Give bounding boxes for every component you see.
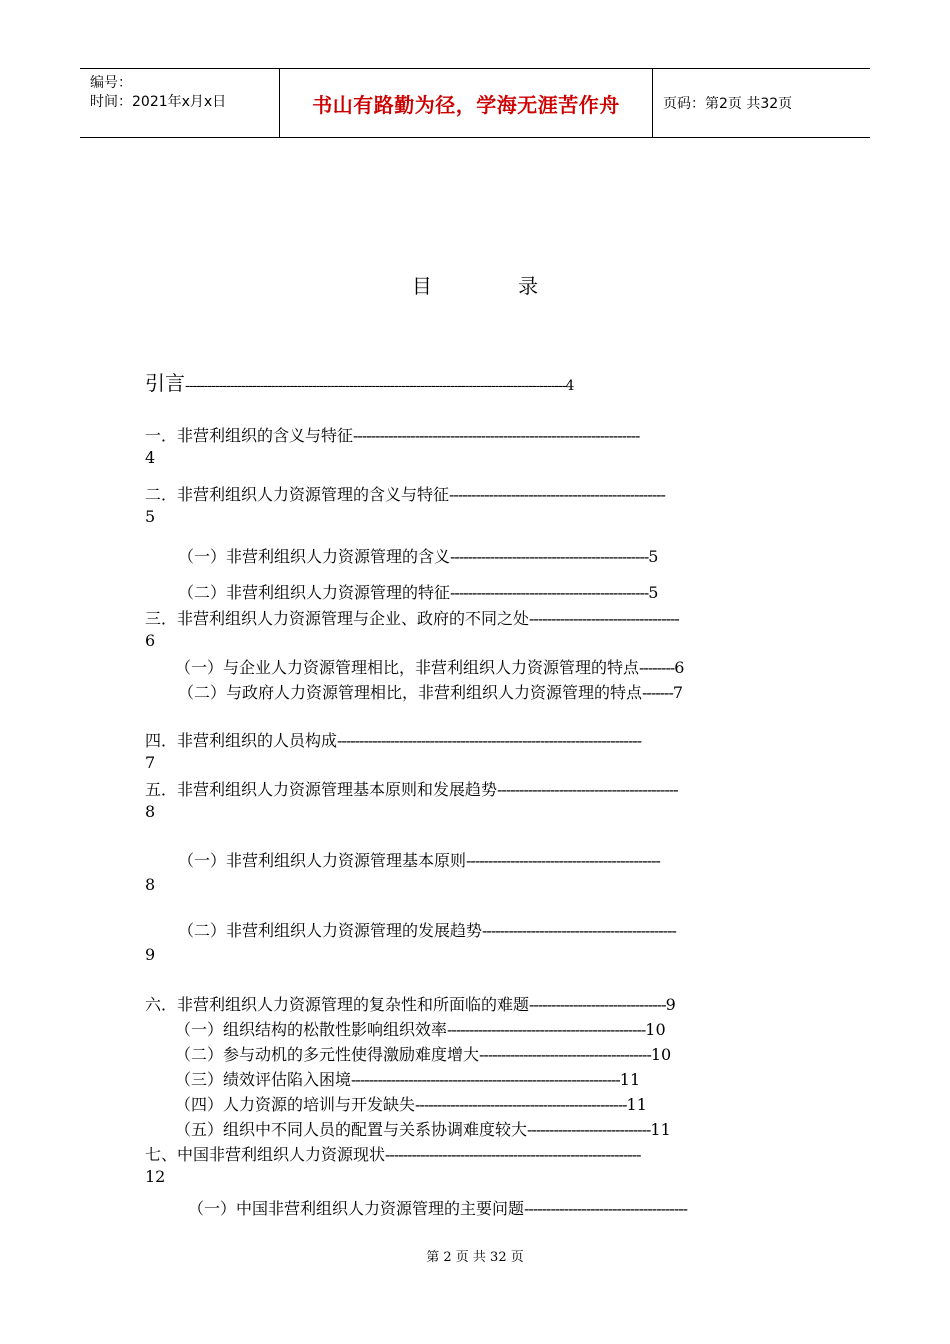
toc-entry-text: （一）与企业人力资源管理相比，非营利组织人力资源管理的特点 [175,658,640,677]
toc-entry-dots: ---------------------------- [527,1120,651,1139]
toc-entry-6-2[interactable] [175,1045,671,1065]
toc-entry-5-1[interactable] [145,851,810,895]
toc-entry-text: （一）非营利组织人力资源管理基本原则 [178,851,467,870]
toc-entry-page: 9 [665,995,676,1014]
toc-entry-page: 12 [145,1167,166,1186]
header-motto: 书山有路勤为径，学海无涯苦作舟 [280,69,653,137]
toc-entry-page: 9 [145,945,156,964]
header-number-label: 编号： [90,75,132,91]
toc-entry-dots: --------------------------------------------------------------------- [337,731,642,750]
toc-entry-page: 7 [145,753,156,772]
toc-entry-page: 11 [619,1070,641,1089]
toc-entry-dots: ------- [642,683,673,702]
toc-entry-text: （五）组织中不同人员的配置与关系协调难度较大 [175,1120,528,1139]
header-meta [80,69,280,137]
toc-entry-text: 引言 [145,371,185,395]
toc-entry-dots: ----------------------------------------- [497,780,678,799]
toc-entry-2[interactable] [145,485,810,527]
toc-entry-dots: ----------------------------------------------------------------- [353,426,640,445]
toc-entry-3-1[interactable] [175,658,684,678]
header-time-label: 时间：2021年x月x日 [90,94,227,110]
toc-entry-dots: -------------------------------------------- [482,921,676,940]
toc-entry-7[interactable] [145,1145,810,1187]
toc-entry-page: 10 [650,1045,672,1064]
toc-entry-text: （一）非营利组织人力资源管理的含义 [178,547,451,566]
toc-entry-6-5[interactable] [175,1120,671,1140]
toc-entry-dots: ---------------------------------------------------------- [385,1145,641,1164]
page-header [80,68,870,138]
toc-entry-text: （一）中国非营利组织人力资源管理的主要问题 [188,1199,525,1218]
toc-entry-dots: --------------------------------------------- [450,547,649,566]
toc-entry-text: 七、中国非营利组织人力资源现状 [145,1145,386,1164]
toc-entry-text: （四）人力资源的培训与开发缺失 [175,1095,416,1114]
toc-entry-text: 六．非营利组织人力资源管理的复杂性和所面临的难题 [145,995,530,1014]
toc-entry-dots: ------------------------------------------------- [449,485,665,504]
toc-entry-page: 5 [145,507,156,526]
toc-entry-5-2[interactable] [145,921,810,965]
toc-entry-dots: --------------------------------------- [479,1045,651,1064]
toc-entry-page: 11 [626,1095,647,1114]
toc-entry-text: （二）非营利组织人力资源管理的特征 [178,583,451,602]
toc-entry-3[interactable] [145,609,810,651]
toc-entry-page: 4 [145,448,156,467]
toc-entry-1[interactable] [145,426,810,468]
toc-title: 目 录 [411,274,579,298]
toc-entry-6[interactable] [145,995,676,1015]
toc-entry-dots: ------------------------------------------------ [415,1095,627,1114]
toc-entry-page: 7 [672,683,684,702]
toc-entry-page: 8 [145,802,156,821]
toc-entry-3-2[interactable] [178,683,683,703]
toc-entry-6-3[interactable] [175,1070,640,1090]
toc-entry-6-4[interactable] [175,1095,647,1115]
toc-entry-6-1[interactable] [175,1020,666,1040]
toc-entry-5[interactable] [145,780,810,822]
toc-entry-text: 二．非营利组织人力资源管理的含义与特征 [145,485,450,504]
toc-entry-page: 5 [648,547,659,566]
toc-entry-dots: ------------------------------------- [524,1199,688,1218]
toc-entry-text: 三．非营利组织人力资源管理与企业、政府的不同之处 [145,609,530,628]
toc-entry-text: （二）参与动机的多元性使得激励难度增大 [175,1045,480,1064]
header-page-code: 页码：第2页 共32页 [663,96,793,112]
toc-entry-text: （二）非营利组织人力资源管理的发展趋势 [178,921,483,940]
toc-entry-text: 一．非营利组织的含义与特征 [145,426,354,445]
toc-entry-7-1[interactable] [188,1199,687,1219]
toc-entry-2-2[interactable] [178,583,658,603]
toc-entry-2-1[interactable] [178,547,658,567]
toc-entry-text: 五．非营利组织人力资源管理基本原则和发展趋势 [145,780,498,799]
toc-entry-dots: ------------------------------------------------------------------------------------------------------ [185,378,566,394]
toc-entry-page: 6 [145,631,156,650]
toc-entry-page: 11 [650,1120,671,1139]
toc-entry-4[interactable] [145,731,810,773]
page-footer: 第 2 页 共 32 页 [426,1250,524,1265]
toc-entry-dots: ---------------------------------- [529,609,679,628]
toc-entry-dots: -------- [639,658,675,677]
toc-entry-intro[interactable] [145,373,810,396]
toc-entry-dots: --------------------------------------------- [450,583,649,602]
toc-entry-dots: --------------------------------------------- [447,1020,646,1039]
toc-entry-dots: ------------------------------- [529,995,666,1014]
toc-entry-page: 5 [648,583,659,602]
toc-entry-page: 8 [145,875,156,894]
toc-entry-text: 四．非营利组织的人员构成 [145,731,338,750]
toc-entry-page: 4 [565,378,575,394]
toc-entry-text: （一）组织结构的松散性影响组织效率 [175,1020,448,1039]
toc-entry-page: 6 [674,658,685,677]
toc-entry-dots: -------------------------------------------- [466,851,660,870]
toc-entry-text: （三）绩效评估陷入困境 [175,1070,352,1089]
toc-entry-page: 10 [645,1020,666,1039]
toc-entry-dots: ------------------------------------------------------------- [351,1070,620,1089]
toc-entry-text: （二）与政府人力资源管理相比，非营利组织人力资源管理的特点 [178,683,643,702]
